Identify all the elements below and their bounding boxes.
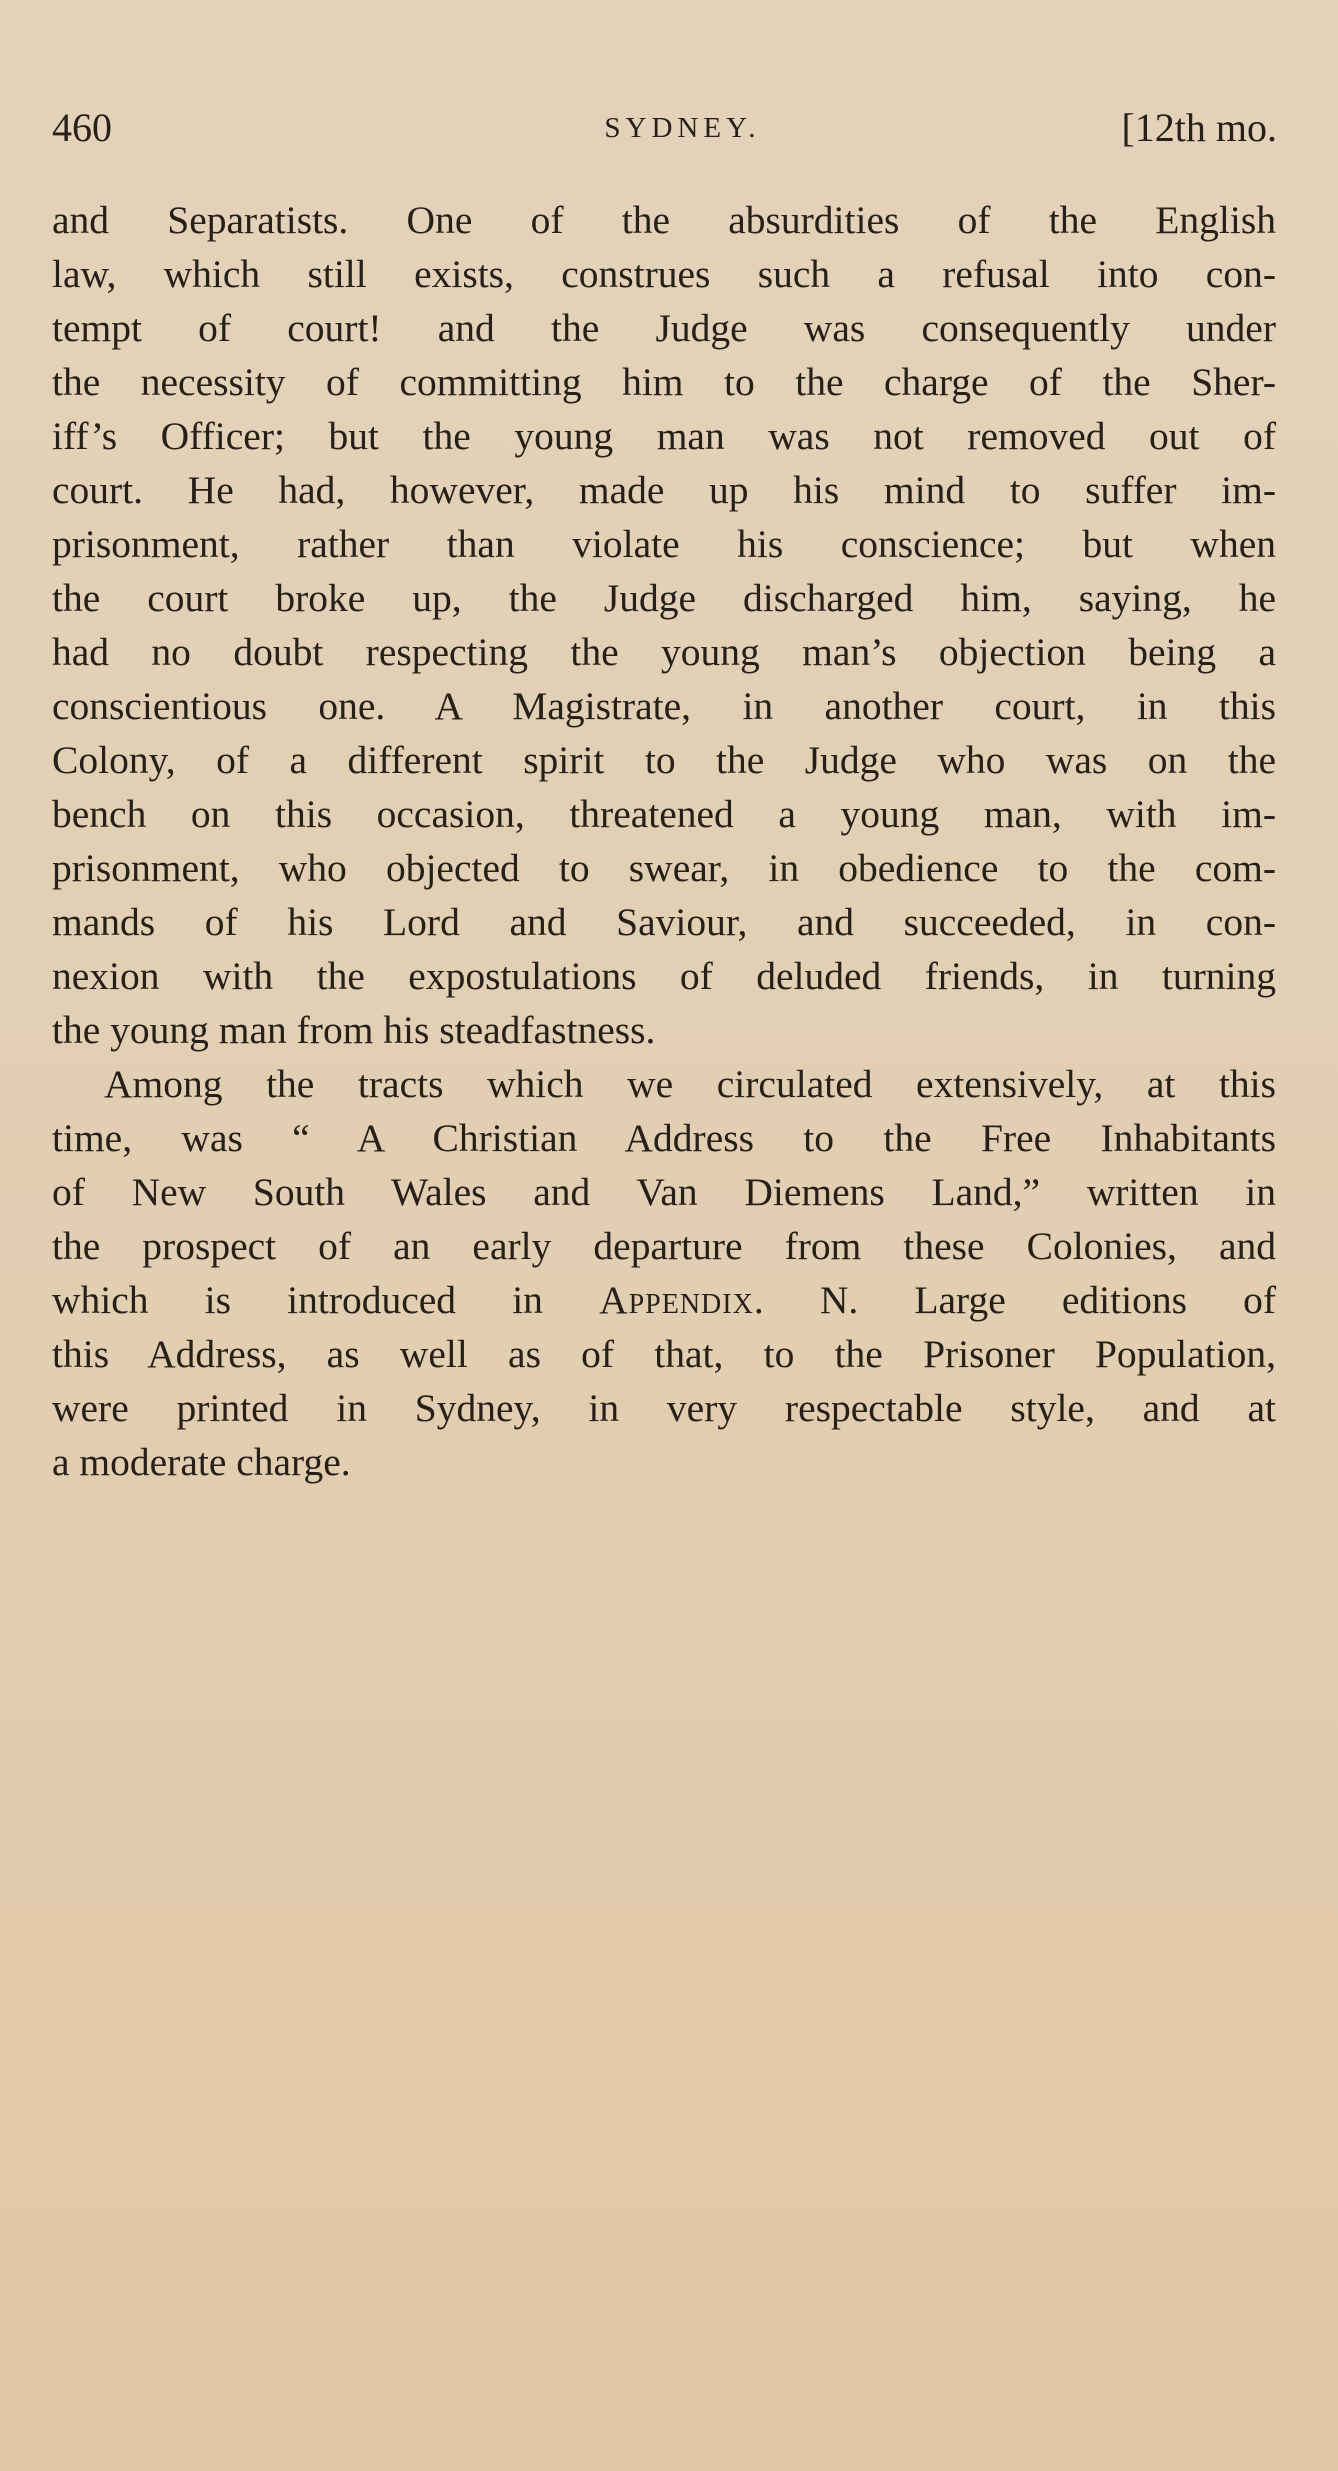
text-line: were printed in Sydney, in very respectable style, and at: [52, 1386, 1276, 1430]
text-line: bench on this occasion, threatened a young man, with im-: [52, 792, 1276, 836]
text-line: prisonment, who objected to swear, in obedience to the com-: [52, 846, 1276, 890]
paragraph-start-line: Among the tracts which we circulated extensively, at this: [104, 1062, 1276, 1106]
text-line: prisonment, rather than violate his conscience; but when: [52, 522, 1276, 566]
text-line: court. He had, however, made up his mind to suffer im-: [52, 468, 1276, 512]
text-segment: . N. Large editions of: [753, 1278, 1276, 1322]
text-line: the prospect of an early departure from these Colonies, and: [52, 1224, 1276, 1268]
text-line: iff’s Officer; but the young man was not removed out of: [52, 414, 1276, 458]
body-text: [52, 193, 1276, 1489]
text-line: and Separatists. One of the absurdities of the English: [52, 198, 1276, 242]
appendix-reference: Appendix: [599, 1278, 754, 1322]
text-line: had no doubt respecting the young man’s objection being a: [52, 630, 1276, 674]
text-line: Colony, of a different spirit to the Judge who was on the: [52, 738, 1276, 782]
text-line: tempt of court! and the Judge was consequently under: [52, 306, 1276, 350]
text-line: nexion with the expostulations of deluded friends, in turning: [52, 954, 1276, 998]
text-line: of New South Wales and Van Diemens Land,” written in: [52, 1170, 1276, 1214]
text-line: mands of his Lord and Saviour, and succeeded, in con-: [52, 900, 1276, 944]
text-line: this Address, as well as of that, to the Prisoner Population,: [52, 1332, 1276, 1376]
paragraph-end-line: a moderate charge.: [52, 1440, 351, 1484]
text-line: the necessity of committing him to the charge of the Sher-: [52, 360, 1276, 404]
date-marker: [12th mo.: [1121, 105, 1277, 150]
paragraph-end-line: the young man from his steadfastness.: [52, 1008, 656, 1052]
text-line: conscientious one. A Magistrate, in another court, in this: [52, 684, 1276, 728]
text-segment: which is introduced in: [52, 1278, 600, 1322]
running-head: [52, 100, 1277, 156]
page-number: 460: [52, 105, 112, 150]
text-line-appendix-reference: [52, 1273, 1276, 1327]
running-title: SYDNEY.: [604, 112, 761, 144]
text-line: law, which still exists, construes such a refusal into con-: [52, 252, 1276, 296]
text-line: time, was “ A Christian Address to the Free Inhabitants: [52, 1116, 1276, 1160]
text-line: the court broke up, the Judge discharged him, saying, he: [52, 576, 1276, 620]
